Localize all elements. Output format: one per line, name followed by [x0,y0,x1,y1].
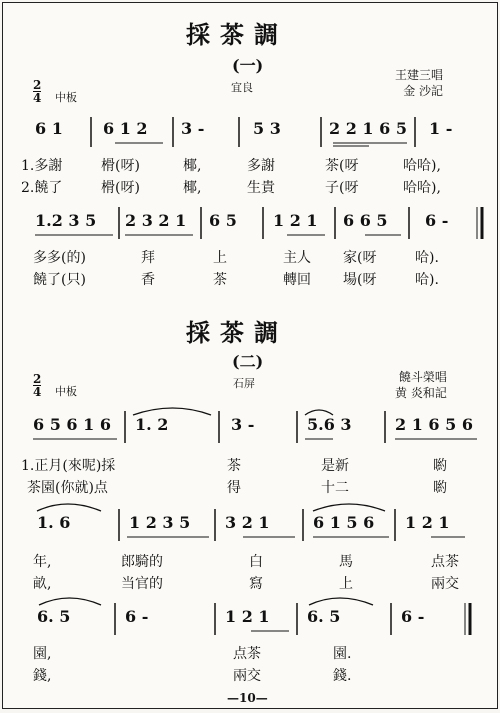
song2-line1-verse2 [21,477,483,497]
lyric: 年, [33,554,52,570]
lyric: 香 [141,272,155,288]
lyric: 哈). [415,250,439,266]
song2-region: 石屏 [233,377,255,390]
lyric: 主人 [283,250,311,266]
song1-credits [395,67,443,99]
lyric: 畝, [33,576,52,592]
lyric: 上 [213,250,227,266]
song2-time-signature [33,373,41,400]
measure: 1 2 1 [405,513,450,532]
lyric: 寫 [249,576,263,592]
song2-singer: 饒斗榮唱 [398,370,447,384]
song2-line3-verse2 [21,665,483,685]
measure: 6 1 [35,119,63,138]
measure: 6 5 6 1 6 [33,415,111,434]
song1-number: (一) [232,56,264,75]
slur [37,504,101,511]
song2-credits [395,369,447,401]
song2-recorder: 黄 炎和記 [395,386,447,400]
song2-line2-verse1 [21,551,483,571]
lyric: 榾(呀) [101,158,140,174]
lyric: 十二 [321,480,349,496]
slur [133,408,211,415]
measure: 6. 5 [37,607,71,626]
song1-line2-verse2 [21,269,483,289]
measure: 1 2 1 [273,211,318,230]
measure: 6 1 5 6 [313,513,375,532]
lyric: 郎騎的 [121,554,163,570]
lyric: 場(呀 [343,272,377,288]
measure: 5 3 [253,119,281,138]
measure: 6 - [425,211,449,230]
song2-staff-line2 [31,513,483,549]
song1-recorder: 金 沙記 [403,84,444,98]
measure: 3 - [231,415,255,434]
song2-line2-verse2 [21,573,483,593]
lyric: 茶(呀 [325,158,359,174]
song2-line3-verse1 [21,643,483,663]
lyric: 2.饒了 [21,180,63,196]
lyric: 饒了(只) [33,272,86,288]
measure: 2 3 2 1 [125,211,187,230]
lyric: 子(呀 [325,180,359,196]
measure: 1 2 1 [225,607,270,626]
song2-tempo: 中板 [55,385,77,398]
song2-staff-line3 [31,607,483,643]
song1-line1-verse2 [21,177,483,197]
lyric: 1.正月(來呢)採 [21,458,116,474]
song1-singer: 王建三唱 [395,68,444,82]
lyric: 茶園(你就)点 [27,480,108,496]
measure: 6 5 [209,211,237,230]
lyric: 当官的 [121,576,163,592]
song2-number: (二) [232,352,264,371]
page-number: —10— [227,691,268,705]
lyric: 白 [249,554,263,570]
song1-line1-verse1 [21,155,483,175]
lyric: 多多(的) [33,250,86,266]
measure: 6 - [125,607,149,626]
lyric: 家(呀 [343,250,377,266]
lyric: 椰, [183,158,202,174]
song1-region: 宜良 [231,81,253,94]
slur [39,598,101,605]
lyric: 哈). [415,272,439,288]
lyric: 点茶 [431,554,459,570]
song1-time-signature [33,79,41,106]
lyric: 茶 [227,458,241,474]
measure: 6 6 5 [343,211,388,230]
lyric: 兩交 [233,668,261,684]
lyric: 錢. [333,668,352,684]
slur [313,504,385,511]
lyric: 椰, [183,180,202,196]
lyric: 兩交 [431,576,459,592]
lyric: 茶 [213,272,227,288]
song1-staff-line2 [31,211,483,247]
time-bottom: 4 [33,91,42,105]
measure: 3 2 1 [225,513,270,532]
measure: 1. 2 [135,415,169,434]
song1-staff-line1 [31,119,483,155]
lyric: 轉回 [283,272,311,288]
measure: 2 2 1 6 5 [329,119,407,138]
measure: 1.2 3 5 [35,211,97,230]
measure: 6 1 2 [103,119,148,138]
lyric: 錢, [33,668,52,684]
song2-staff-line1 [31,415,483,451]
slur [309,598,373,605]
lyric: 生貴 [247,180,275,196]
song2-line1-verse1 [21,455,483,475]
time-top: 2 [33,372,42,386]
time-top: 2 [33,78,42,92]
time-bottom: 4 [33,385,42,399]
song1-tempo: 中板 [55,91,77,104]
lyric: 点茶 [233,646,261,662]
measure: 6 - [401,607,425,626]
lyric: 多謝 [247,158,275,174]
song1-line2-verse1 [21,247,483,267]
measure: 1. 6 [37,513,71,532]
lyric: 喲 [433,480,447,496]
lyric: 上 [339,576,353,592]
measure: 6. 5 [307,607,341,626]
measure: 2 1 6 5 6 [395,415,473,434]
song1-title: 採茶調 [186,20,288,49]
measure: 3 - [181,119,205,138]
lyric: 園. [333,646,352,662]
lyric: 喲 [433,458,447,474]
lyric: 1.多謝 [21,158,63,174]
lyric: 哈哈), [403,180,441,196]
lyric: 榾(呀) [101,180,140,196]
lyric: 拜 [141,250,155,266]
lyric: 哈哈), [403,158,441,174]
measure: 1 2 3 5 [129,513,191,532]
measure: 5.6 3 [307,415,352,434]
lyric: 馬 [339,554,353,570]
lyric: 得 [227,480,241,496]
lyric: 是新 [321,458,349,474]
song2-title: 採茶調 [186,318,288,347]
measure: 1 - [429,119,453,138]
score-page [2,2,498,709]
lyric: 園, [33,646,52,662]
